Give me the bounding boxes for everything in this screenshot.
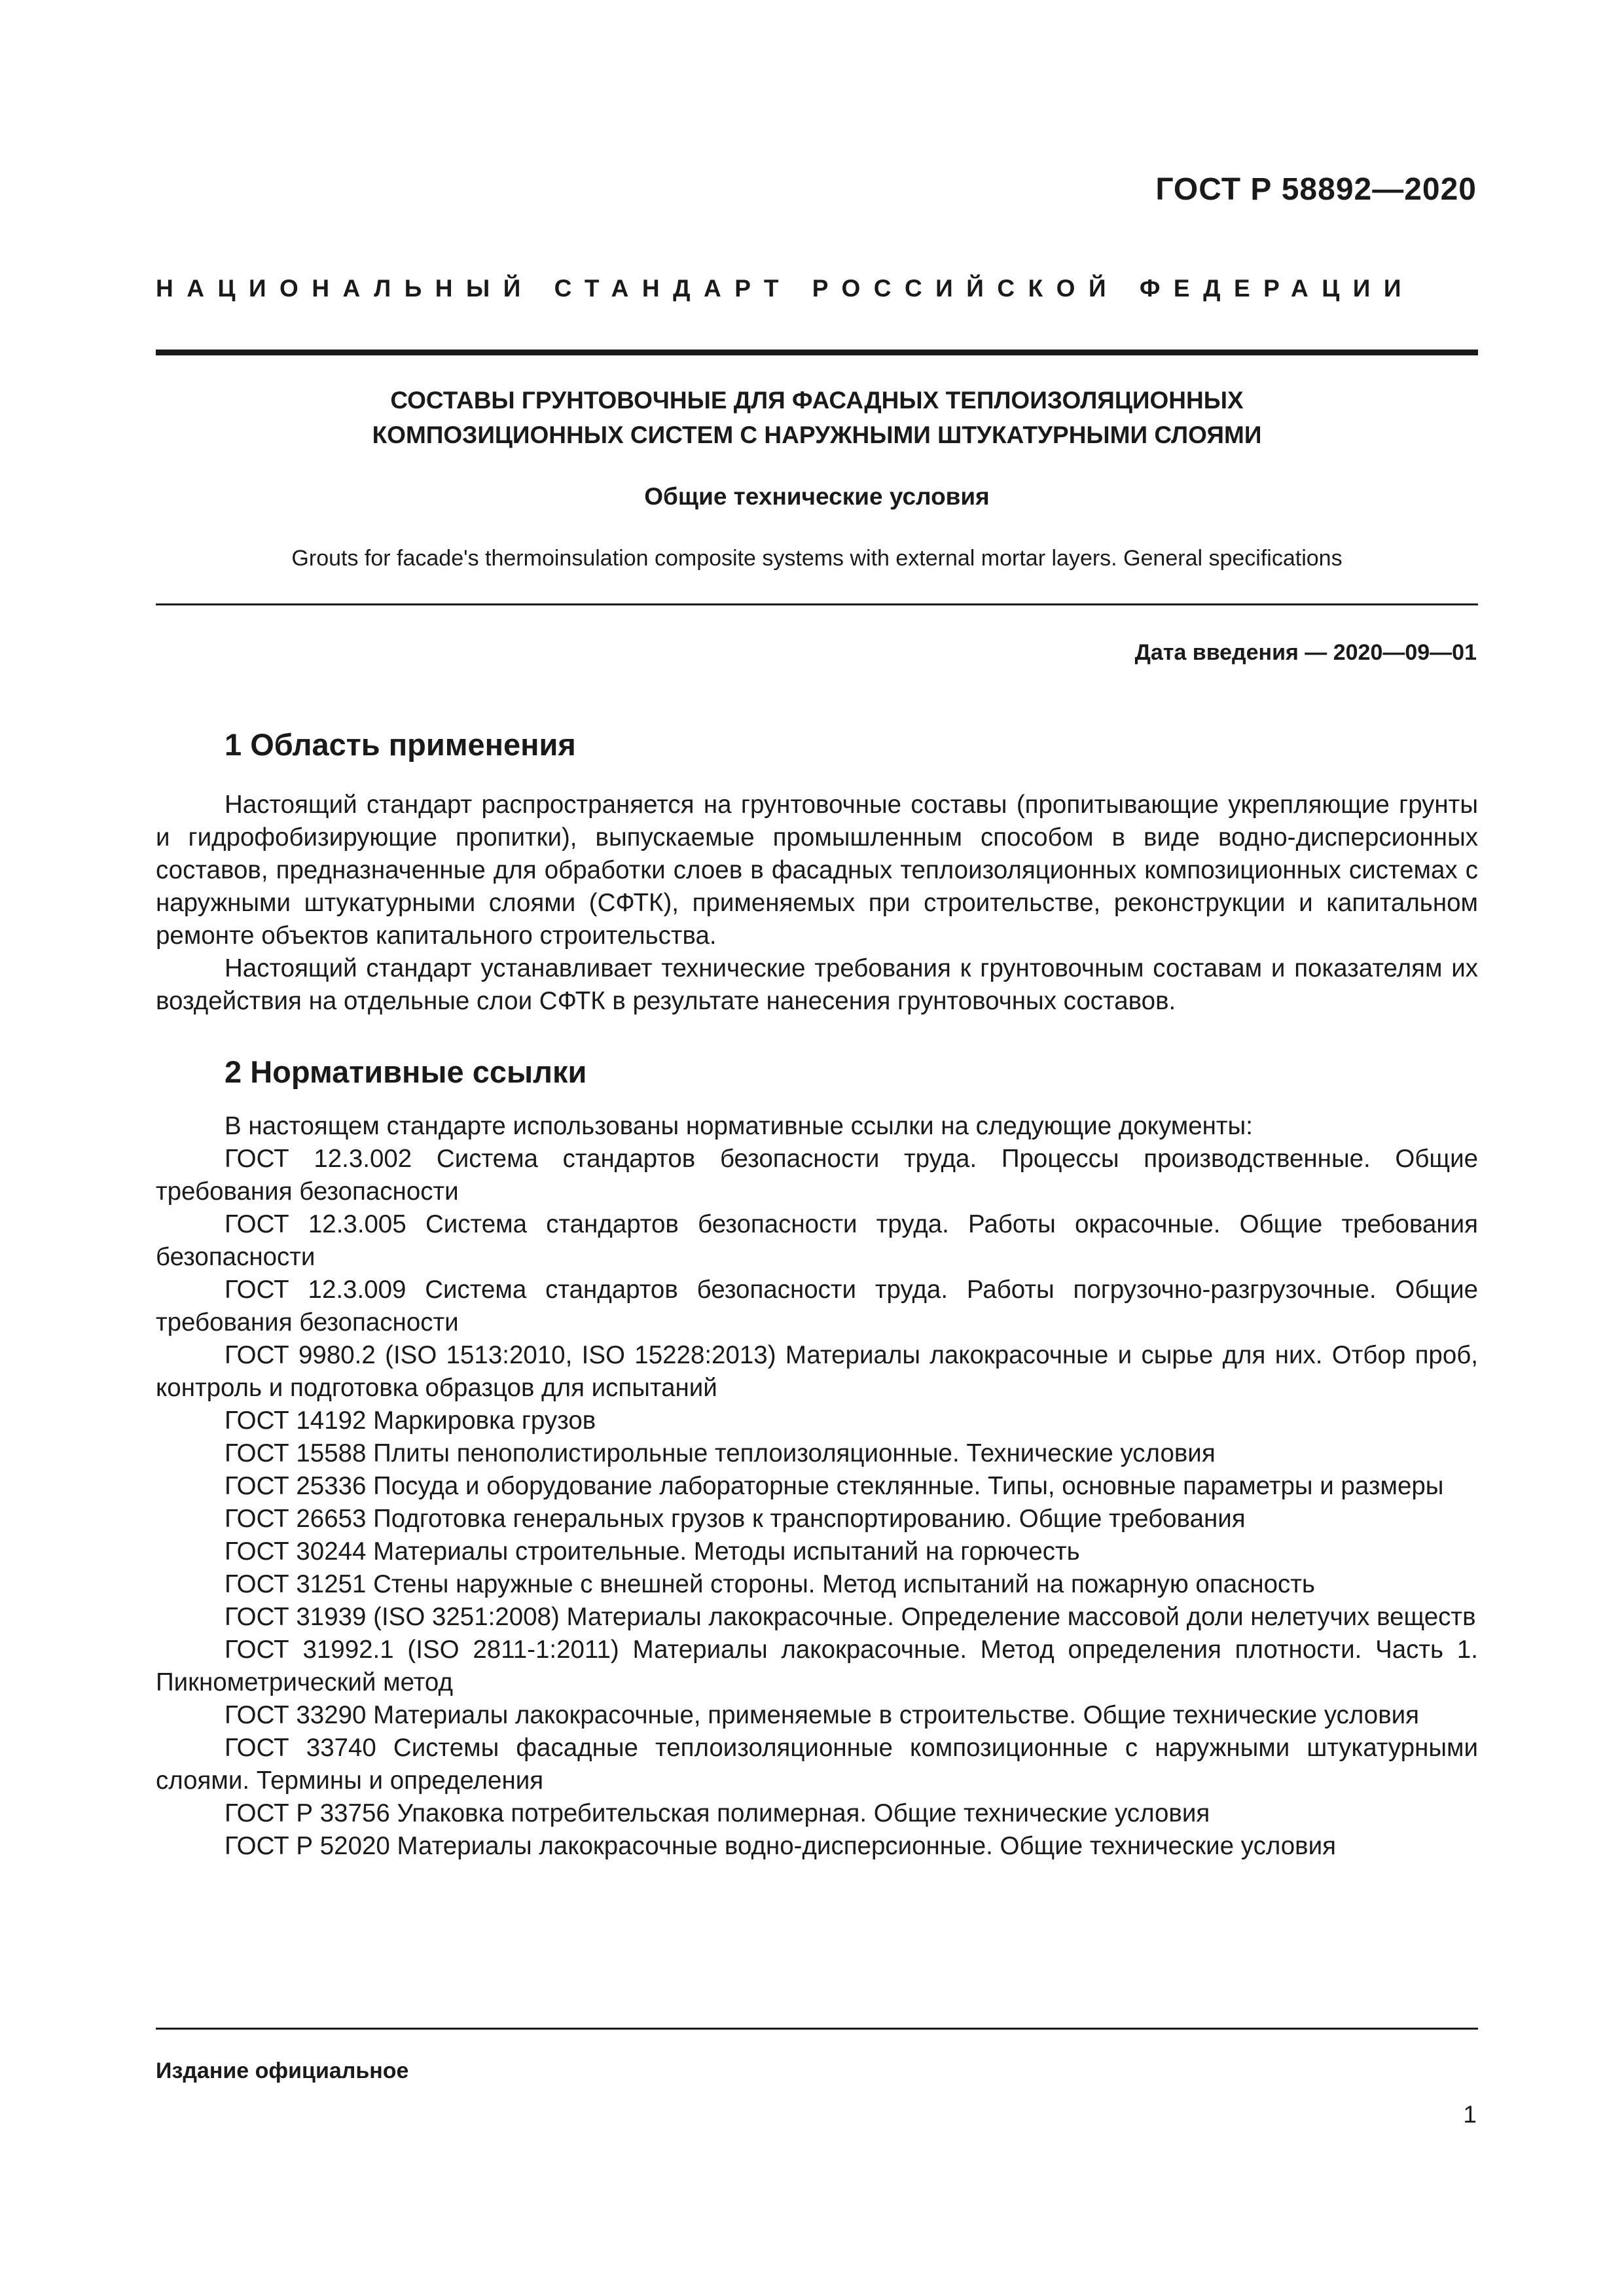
reference-item: ГОСТ 31992.1 (ISO 2811-1:2011) Материалы лакокрасочные. Метод определения плотности. Часть 1. Пикнометрический метод <box>156 1636 1478 1696</box>
reference-item: ГОСТ 31251 Стены наружные с внешней стороны. Метод испытаний на пожарную опасность <box>225 1570 1315 1598</box>
reference-item: ГОСТ 25336 Посуда и оборудование лабораторные стеклянные. Типы, основные параметры и размеры <box>225 1472 1444 1500</box>
document-number: ГОСТ Р 58892—2020 <box>1155 172 1477 207</box>
section-1-paragraph: Настоящий стандарт распространяется на грунтовочные составы (пропитывающие укрепляющие грунты и гидрофобизирующие пропитки), выпускаемые промышленным способом в виде водно-дисперсионных составов, предназначенные для обработки слоев в фасадных теплоизоляционных композиционных системах с наружными штукатурными слоями (СФТК), применяемых при строительстве, реконструкции и капитальном ремонте объектов капитального строительства. <box>156 791 1478 950</box>
title-rule <box>156 603 1478 605</box>
title-line-1: СОСТАВЫ ГРУНТОВОЧНЫЕ ДЛЯ ФАСАДНЫХ ТЕПЛОИЗОЛЯЦИОННЫХ <box>390 387 1244 414</box>
reference-item: ГОСТ 9980.2 (ISO 1513:2010, ISO 15228:2013) Материалы лакокрасочные и сырье для них. Отбор проб, контроль и подготовка образцов для испытаний <box>156 1341 1478 1402</box>
reference-item: ГОСТ 33290 Материалы лакокрасочные, применяемые в строительстве. Общие технические условия <box>225 1701 1420 1729</box>
reference-item: ГОСТ 15588 Плиты пенополистирольные теплоизоляционные. Технические условия <box>225 1439 1216 1467</box>
page-number: 1 <box>1463 2101 1477 2128</box>
reference-item: ГОСТ 31939 (ISO 3251:2008) Материалы лакокрасочные. Определение массовой доли нелетучих веществ <box>225 1603 1476 1631</box>
national-standard-banner: НАЦИОНАЛЬНЫЙ СТАНДАРТ РОССИЙСКОЙ ФЕДЕРАЦИИ <box>156 275 1415 302</box>
section-2-heading: 2 Нормативные ссылки <box>225 1054 587 1089</box>
document-title <box>156 383 1478 452</box>
title-line-2: КОМПОЗИЦИОННЫХ СИСТЕМ С НАРУЖНЫМИ ШТУКАТУРНЫМИ СЛОЯМИ <box>372 422 1262 448</box>
reference-item: ГОСТ 12.3.002 Система стандартов безопасности труда. Процессы производственные. Общие требования безопасности <box>156 1145 1478 1206</box>
reference-item: ГОСТ 12.3.005 Система стандартов безопасности труда. Работы окрасочные. Общие требования безопасности <box>156 1210 1478 1271</box>
english-title: Grouts for facade's thermoinsulation composite systems with external mortar layers. General specifications <box>291 546 1343 571</box>
references-list <box>156 1110 1478 1863</box>
reference-item: ГОСТ 12.3.009 Система стандартов безопасности труда. Работы погрузочно-разгрузочные. Общие требования безопасности <box>156 1276 1478 1336</box>
section-1-heading: 1 Область применения <box>225 727 576 762</box>
reference-item: ГОСТ 14192 Маркировка грузов <box>225 1407 596 1435</box>
document-subtitle: Общие технические условия <box>644 483 990 510</box>
introduction-date: Дата введения — 2020—09—01 <box>1134 640 1477 665</box>
reference-item: ГОСТ Р 52020 Материалы лакокрасочные водно-дисперсионные. Общие технические условия <box>225 1832 1336 1860</box>
reference-item: ГОСТ 33740 Системы фасадные теплоизоляционные композиционные с наружными штукатурными слоями. Термины и определения <box>156 1734 1478 1795</box>
reference-item: ГОСТ 30244 Материалы строительные. Методы испытаний на горючесть <box>225 1537 1080 1566</box>
reference-item: ГОСТ Р 33756 Упаковка потребительская полимерная. Общие технические условия <box>225 1799 1210 1827</box>
edition-label: Издание официальное <box>156 2058 409 2083</box>
header-rule <box>156 350 1478 355</box>
references-intro: В настоящем стандарте использованы нормативные ссылки на следующие документы: <box>225 1112 1253 1140</box>
footer-rule <box>156 2028 1478 2030</box>
reference-item: ГОСТ 26653 Подготовка генеральных грузов к транспортированию. Общие требования <box>225 1505 1246 1533</box>
section-1-paragraph: Настоящий стандарт устанавливает технические требования к грунтовочным составам и показателям их воздействия на отдельные слои СФТК в результате нанесения грунтовочных составов. <box>156 954 1478 1015</box>
